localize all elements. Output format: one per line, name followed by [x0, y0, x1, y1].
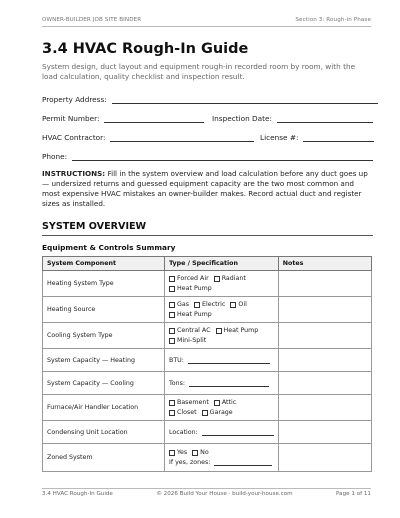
checkbox[interactable]	[216, 328, 222, 334]
heating-source-options	[165, 297, 279, 323]
row-label-condensing-unit-location: Condensing Unit Location	[43, 421, 165, 444]
option-closet[interactable]	[169, 409, 197, 416]
inspection-date-field	[212, 114, 373, 123]
option-label: Gas	[177, 301, 190, 308]
instructions-text: Fill in the system overview and load calculation before any duct goes up — undersized returns and guessed equipment capacity are the two most common and most expensive HVAC mistakes an owner-builder makes. Record actual duct and register sizes as installed.	[42, 169, 368, 208]
license-label: License #:	[260, 133, 299, 142]
checkbox[interactable]	[214, 276, 220, 282]
table-row	[43, 323, 372, 349]
equipment-summary-table	[42, 256, 372, 472]
option-gas[interactable]	[169, 301, 189, 308]
option-heat-pump[interactable]	[169, 285, 212, 292]
table-row	[43, 372, 372, 395]
checkbox[interactable]	[169, 276, 175, 282]
footer-copyright: © 2026 Build Your House · build-your-house.com	[156, 491, 293, 497]
checkbox[interactable]	[169, 450, 175, 456]
checkbox[interactable]	[169, 286, 175, 292]
table-row	[43, 421, 372, 444]
notes-cell[interactable]	[278, 444, 371, 472]
tons-label: Tons:	[169, 379, 186, 387]
license-field	[260, 133, 374, 142]
btu-label: BTU:	[169, 356, 184, 364]
hvac-contractor-field	[42, 133, 254, 142]
property-address-label: Property Address:	[42, 95, 107, 104]
checkbox[interactable]	[194, 302, 200, 308]
page-footer	[42, 491, 371, 497]
option-label: Oil	[238, 301, 247, 308]
capacity-heating-field	[165, 349, 279, 372]
option-garage[interactable]	[202, 409, 233, 416]
checkbox[interactable]	[169, 410, 175, 416]
table-row	[43, 349, 372, 372]
option-label: Heat Pump	[177, 285, 212, 292]
option-basement[interactable]	[169, 399, 209, 406]
table-header-row	[43, 257, 372, 271]
property-address-line[interactable]	[112, 96, 378, 104]
notes-cell[interactable]	[278, 372, 371, 395]
hvac-contractor-label: HVAC Contractor:	[42, 133, 106, 142]
checkbox[interactable]	[169, 338, 175, 344]
instructions-block	[42, 169, 373, 209]
zones-label: If yes, zones:	[169, 459, 211, 466]
option-label: Garage	[209, 409, 233, 416]
checkbox[interactable]	[169, 312, 175, 318]
option-attic[interactable]	[214, 399, 236, 406]
capacity-cooling-field	[165, 372, 279, 395]
location-input-line[interactable]	[202, 430, 274, 436]
header-section-label: Section 3: Rough-in Phase	[295, 17, 371, 23]
option-label: No	[200, 449, 209, 456]
checkbox[interactable]	[230, 302, 236, 308]
checkbox[interactable]	[169, 302, 175, 308]
option-label: Closet	[177, 409, 197, 416]
page-title: 3.4 HVAC Rough-In Guide	[42, 41, 249, 57]
running-header	[42, 17, 371, 23]
checkbox[interactable]	[202, 410, 208, 416]
option-label: Yes	[177, 449, 188, 456]
notes-cell[interactable]	[278, 395, 371, 421]
option-yes[interactable]	[169, 449, 187, 456]
phone-field	[42, 152, 373, 161]
notes-cell[interactable]	[278, 421, 371, 444]
option-electric[interactable]	[194, 301, 225, 308]
header-divider	[42, 26, 371, 27]
license-line[interactable]	[303, 134, 374, 142]
zones-input-line[interactable]	[214, 460, 272, 466]
footer-page-number: Page 1 of 11	[336, 491, 371, 497]
inspection-date-line[interactable]	[277, 115, 373, 123]
table-row	[43, 395, 372, 421]
column-header-component: System Component	[43, 257, 165, 271]
option-heat-pump[interactable]	[216, 327, 259, 334]
option-label: Central AC	[177, 327, 211, 334]
row-label-heating-system-type: Heating System Type	[43, 271, 165, 297]
option-radiant[interactable]	[214, 275, 246, 282]
option-heat-pump[interactable]	[169, 311, 212, 318]
table-row	[43, 297, 372, 323]
notes-cell[interactable]	[278, 323, 371, 349]
option-label: Heat Pump	[223, 327, 259, 334]
furnace-location-options	[165, 395, 279, 421]
cooling-system-type-options	[165, 323, 279, 349]
btu-input-line[interactable]	[188, 358, 270, 364]
equipment-summary-heading: Equipment & Controls Summary	[42, 243, 176, 252]
checkbox[interactable]	[214, 400, 220, 406]
checkbox[interactable]	[169, 400, 175, 406]
option-mini-split[interactable]	[169, 337, 206, 344]
hvac-contractor-line[interactable]	[110, 134, 254, 142]
location-label: Location:	[169, 428, 198, 436]
option-oil[interactable]	[230, 301, 246, 308]
permit-number-line[interactable]	[104, 115, 204, 123]
column-header-type: Type / Specification	[165, 257, 279, 271]
option-label: Attic	[221, 399, 237, 406]
tons-input-line[interactable]	[189, 381, 269, 387]
footer-doc-title: 3.4 HVAC Rough-In Guide	[42, 491, 113, 497]
checkbox[interactable]	[169, 328, 175, 334]
system-overview-heading: SYSTEM OVERVIEW	[42, 221, 147, 232]
checkbox[interactable]	[192, 450, 198, 456]
zoned-system-options	[165, 444, 279, 472]
permit-number-field	[42, 114, 204, 123]
option-label: Electric	[202, 301, 226, 308]
table-row	[43, 271, 372, 297]
notes-cell[interactable]	[278, 271, 371, 297]
option-label: Heat Pump	[177, 311, 212, 318]
option-forced-air[interactable]	[169, 275, 209, 282]
heating-system-type-options	[165, 271, 279, 297]
option-label: Mini-Split	[177, 337, 207, 344]
permit-number-label: Permit Number:	[42, 114, 100, 123]
row-label-cooling-system-type: Cooling System Type	[43, 323, 165, 349]
row-label-capacity-cooling: System Capacity — Cooling	[43, 372, 165, 395]
row-label-capacity-heating: System Capacity — Heating	[43, 349, 165, 372]
notes-cell[interactable]	[278, 297, 371, 323]
condensing-unit-location-field	[165, 421, 279, 444]
property-address-field	[42, 95, 378, 104]
row-label-heating-source: Heating Source	[43, 297, 165, 323]
header-binder-title: OWNER-BUILDER JOB SITE BINDER	[42, 17, 142, 23]
instructions-label: INSTRUCTIONS:	[42, 169, 106, 178]
column-header-notes: Notes	[278, 257, 371, 271]
footer-divider	[42, 488, 371, 489]
notes-cell[interactable]	[278, 349, 371, 372]
option-label: Basement	[177, 399, 209, 406]
row-label-furnace-location: Furnace/Air Handler Location	[43, 395, 165, 421]
option-no[interactable]	[192, 449, 209, 456]
option-label: Forced Air	[177, 275, 209, 282]
option-central-ac[interactable]	[169, 327, 211, 334]
inspection-date-label: Inspection Date:	[212, 114, 272, 123]
option-label: Radiant	[221, 275, 246, 282]
phone-line[interactable]	[72, 153, 373, 161]
section-divider	[42, 235, 373, 236]
phone-label: Phone:	[42, 152, 68, 161]
page-subtitle: System design, duct layout and equipment rough-in recorded room by room, with the load calculation, quality checklist and inspection result.	[42, 62, 356, 81]
row-label-zoned-system: Zoned System	[43, 444, 165, 472]
table-row	[43, 444, 372, 472]
